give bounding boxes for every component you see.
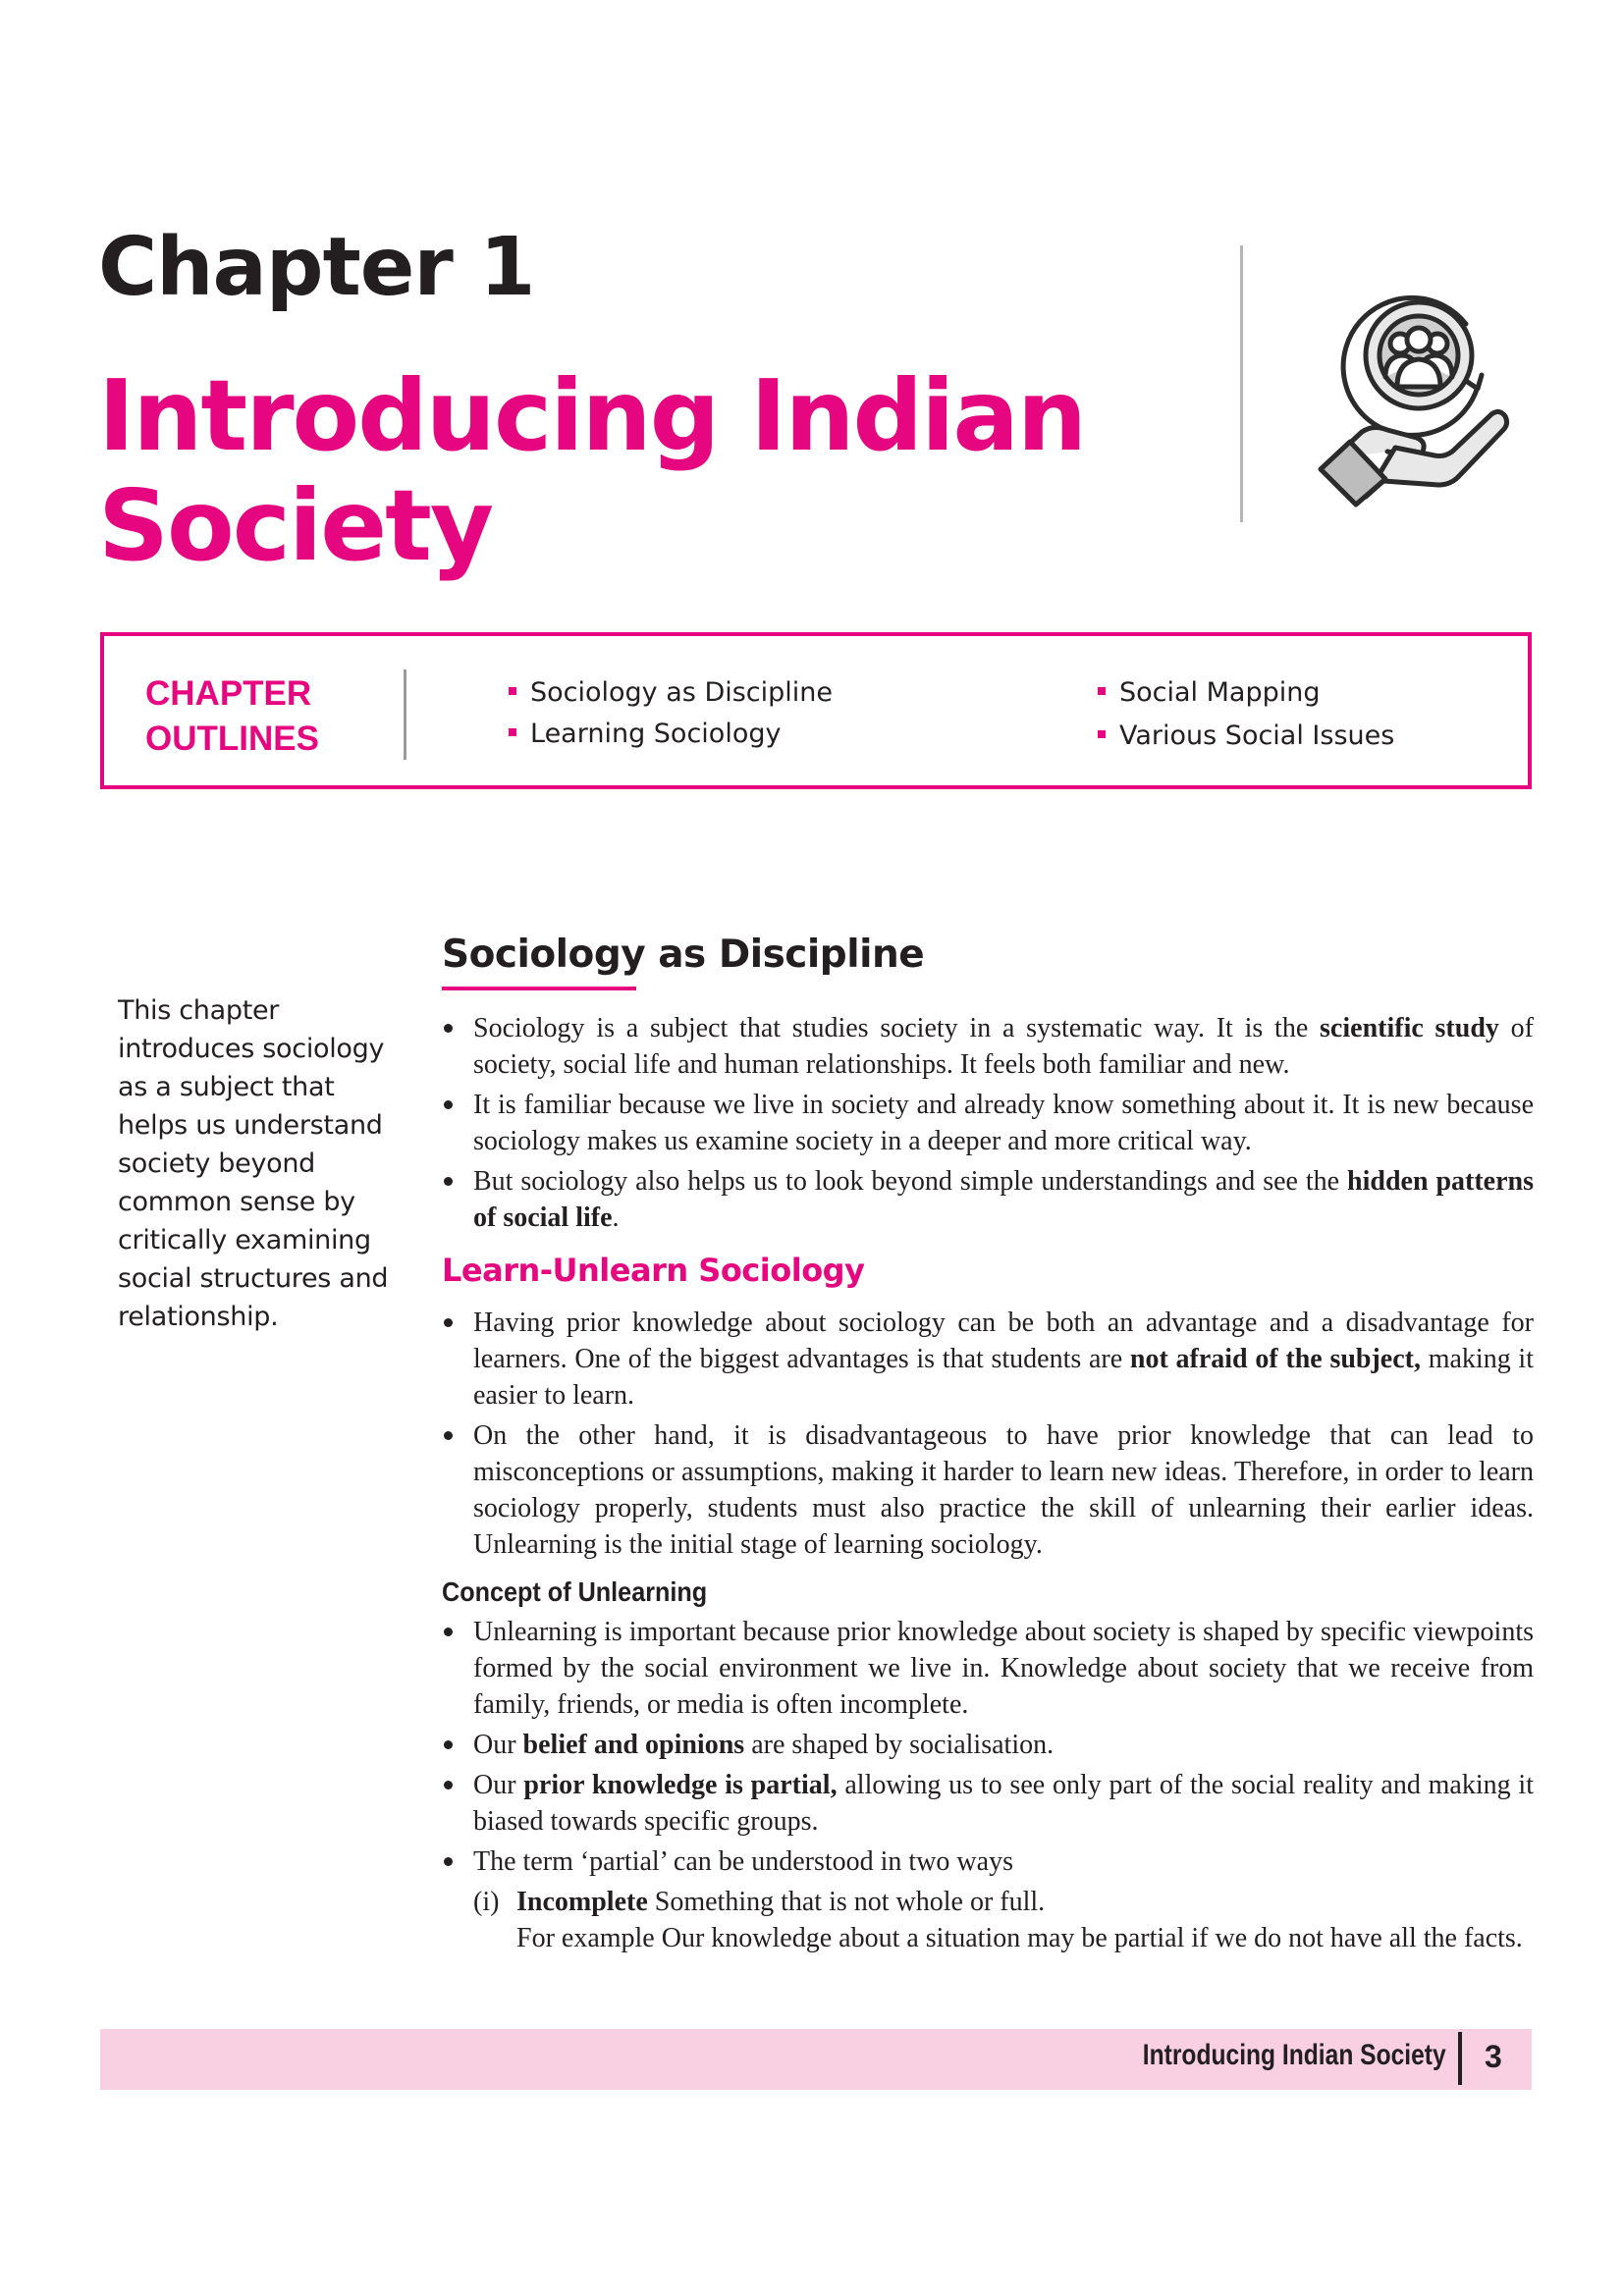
minor-heading: Concept of Unlearning — [442, 1576, 708, 1608]
footer-divider — [1458, 2032, 1462, 2085]
header-divider — [1240, 245, 1243, 522]
hand-holding-people-icon — [1301, 277, 1537, 512]
outline-item: Various Social Issues — [1098, 722, 1394, 749]
list-item: On the other hand, it is disadvantageous to have prior knowledge that can lead to misconceptions or assumptions, making it harder to learn new ideas. Therefore, in order to learn sociology properly, students must also practice the skill of unlearning their earlier ideas. Unlearning is the initial stage of learning sociology. — [442, 1417, 1534, 1563]
outline-item: Sociology as Discipline — [509, 679, 833, 706]
list-item: Sociology is a subject that studies society in a systematic way. It is the scientific study of society, social life and human relationships. It feels both familiar and new. — [442, 1010, 1534, 1083]
square-bullet-icon — [1098, 730, 1106, 738]
list-item: It is familiar because we live in society and already know something about it. It is new because sociology makes us examine society in a deeper and more critical way. — [442, 1087, 1534, 1159]
square-bullet-icon — [1098, 687, 1106, 695]
numbered-sub-item: (i) Incomplete Something that is not whole or full. — [473, 1887, 1046, 1918]
square-bullet-icon — [509, 728, 516, 736]
list-item: The term ‘partial’ can be understood in two ways — [442, 1843, 1534, 1880]
outline-item: Learning Sociology — [509, 721, 781, 747]
list-item: Having prior knowledge about sociology can be both an advantage and a disadvantage for learners. One of the biggest advantages is that students are not afraid of the subject, making it easier to learn. — [442, 1305, 1534, 1414]
outline-heading-line1: CHAPTER — [145, 674, 312, 713]
outline-divider — [404, 669, 406, 760]
bullet-list — [442, 1614, 1534, 1880]
outline-heading-line2: OUTLINES — [145, 720, 319, 758]
outline-heading — [145, 671, 342, 762]
list-item: But sociology also helps us to look beyond simple understandings and see the hidden patterns of social life. — [442, 1163, 1534, 1236]
main-content — [442, 933, 1534, 1956]
list-item: Our prior knowledge is partial, allowing us to see only part of the social reality and making it biased towards specific groups. — [442, 1767, 1534, 1840]
chapter-title: Introducing Indian Society — [98, 358, 1086, 583]
bullet-list — [442, 1010, 1534, 1236]
sub-item-continuation: For example Our knowledge about a situation may be partial if we do not have all the facts. — [516, 1923, 1523, 1954]
page-number: 3 — [1485, 2039, 1502, 2074]
section-heading: Sociology as Discipline — [442, 933, 925, 977]
side-note: This chapter introduces sociology as a subject that helps us understand society beyond common sense by critically examining social structures and relationship. — [118, 995, 389, 1332]
list-item: Our belief and opinions are shaped by socialisation. — [442, 1727, 1534, 1763]
footer-title: Introducing Indian Society — [1143, 2039, 1446, 2071]
square-bullet-icon — [509, 687, 516, 695]
chapter-label: Chapter 1 — [98, 221, 535, 314]
bullet-list — [442, 1305, 1534, 1563]
chapter-outline-box — [100, 632, 1532, 789]
heading-underline — [442, 987, 636, 990]
outline-item: Social Mapping — [1098, 679, 1321, 706]
list-item: Unlearning is important because prior knowledge about society is shaped by specific viewpoints formed by the social environment we live in. Knowledge about society that we receive from family, friends, or media is often incomplete. — [442, 1614, 1534, 1723]
subsection-heading: Learn-Unlearn Sociology — [442, 1251, 865, 1289]
